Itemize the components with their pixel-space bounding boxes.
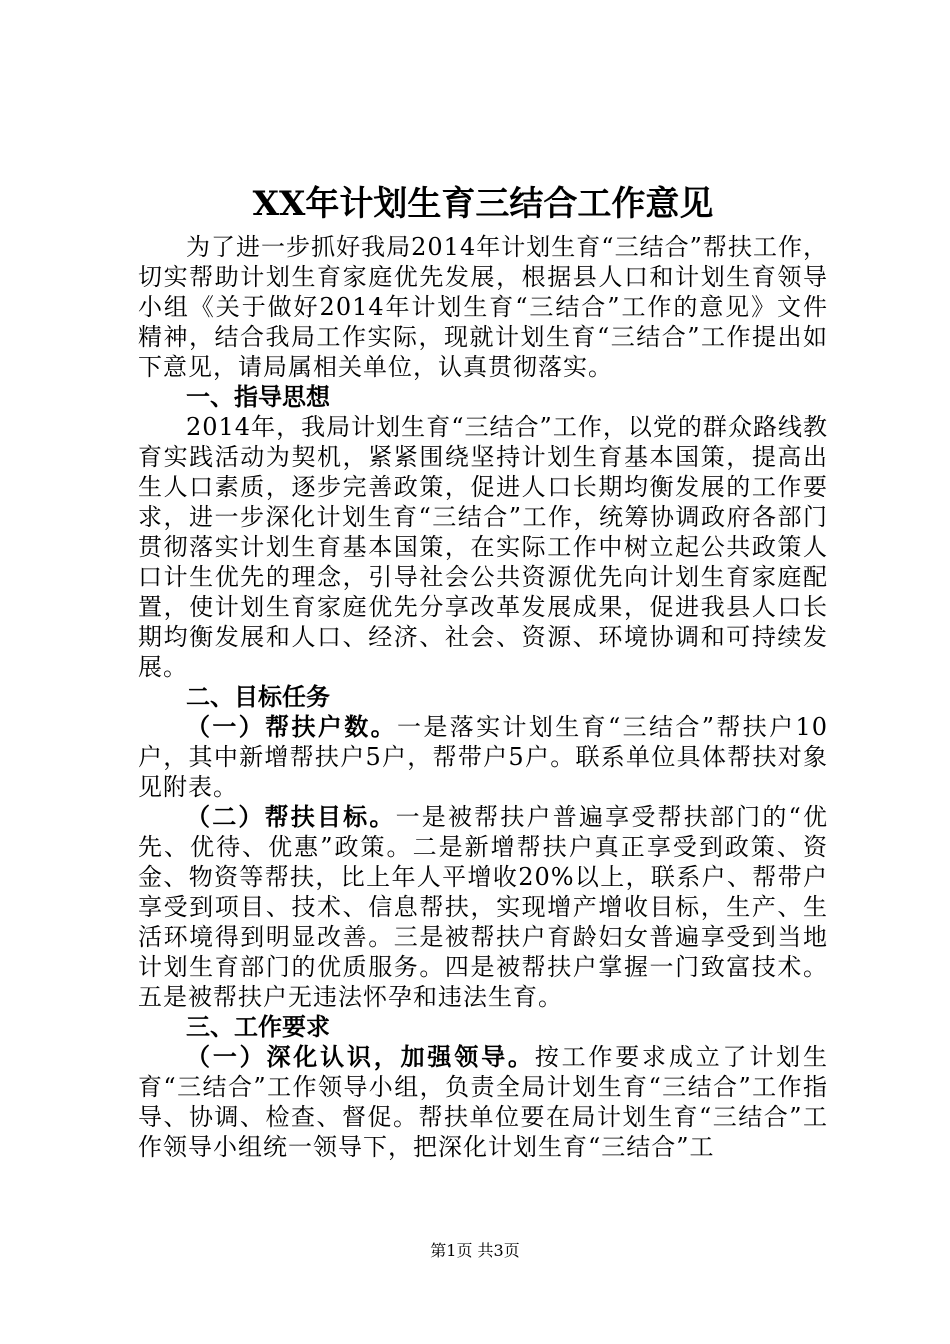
- page-footer: 第1页 共3页: [430, 1241, 520, 1260]
- goals-item-targets-body: 一是被帮扶户普遍享受帮扶部门的“优先、优待、优惠”政策。二是新增帮扶户真正享受到政策、资金、物资等帮扶，比上年人平增收20%以上，联系户、帮带户享受到项目、技术、信息帮扶，实现增产增收目标，生产、生活环境得到明显改善。三是被帮扶户育龄妇女普遍享受到当地计划生育部门的优质服务。四是被帮扶户掌握一门致富技术。五是被帮扶户无违法怀孕和违法生育。: [138, 803, 828, 1011]
- requirements-item-leadership-lead: （一）深化认识，加强领导。: [186, 1043, 535, 1071]
- goals-item-households-body: 一是落实计划生育“三结合”帮扶户10户，其中新增帮扶户5户，帮带户5户。联系单位具体帮扶对象见附表。: [138, 713, 829, 801]
- section-heading-guiding-ideology: 一、指导思想: [186, 383, 330, 411]
- intro-paragraph: 为了进一步抓好我局2014年计划生育“三结合”帮扶工作，切实帮助计划生育家庭优先发展，根据县人口和计划生育领导小组《关于做好2014年计划生育“三结合”工作的意见》文件精神，结合我局工作实际，现就计划生育“三结合”工作提出如下意见，请局属相关单位，认真贯彻落实。: [138, 233, 828, 381]
- section-heading-work-requirements: 三、工作要求: [186, 1013, 330, 1041]
- requirements-item-leadership-body: 按工作要求成立了计划生育“三结合”工作领导小组，负责全局计划生育“三结合”工作指导、协调、检查、督促。帮扶单位要在局计划生育“三结合”工作领导小组统一领导下，把深化计划生育“三结合”工: [138, 1043, 829, 1161]
- goals-item-households-paragraph: [138, 712, 828, 802]
- goals-item-households-lead: （一）帮扶户数。: [186, 713, 397, 741]
- document-page: [138, 180, 828, 1162]
- document-title: XX年计划生育三结合工作意见: [252, 184, 714, 224]
- goals-item-targets-paragraph: [138, 802, 828, 1012]
- section-heading-goals-tasks: 二、目标任务: [186, 683, 330, 711]
- requirements-item-leadership-paragraph: [138, 1042, 828, 1162]
- goals-item-targets-lead: （二）帮扶目标。: [186, 803, 396, 831]
- guiding-ideology-paragraph: 2014年，我局计划生育“三结合”工作，以党的群众路线教育实践活动为契机，紧紧围绕坚持计划生育基本国策，提高出生人口素质，逐步完善政策，促进人口长期均衡发展的工作要求，进一步深化计划生育“三结合”工作，统筹协调政府各部门贯彻落实计划生育基本国策，在实际工作中树立起公共政策人口计生优先的理念，引导社会公共资源优先向计划生育家庭配置，使计划生育家庭优先分享改革发展成果，促进我县人口长期均衡发展和人口、经济、社会、资源、环境协调和可持续发展。: [138, 413, 828, 681]
